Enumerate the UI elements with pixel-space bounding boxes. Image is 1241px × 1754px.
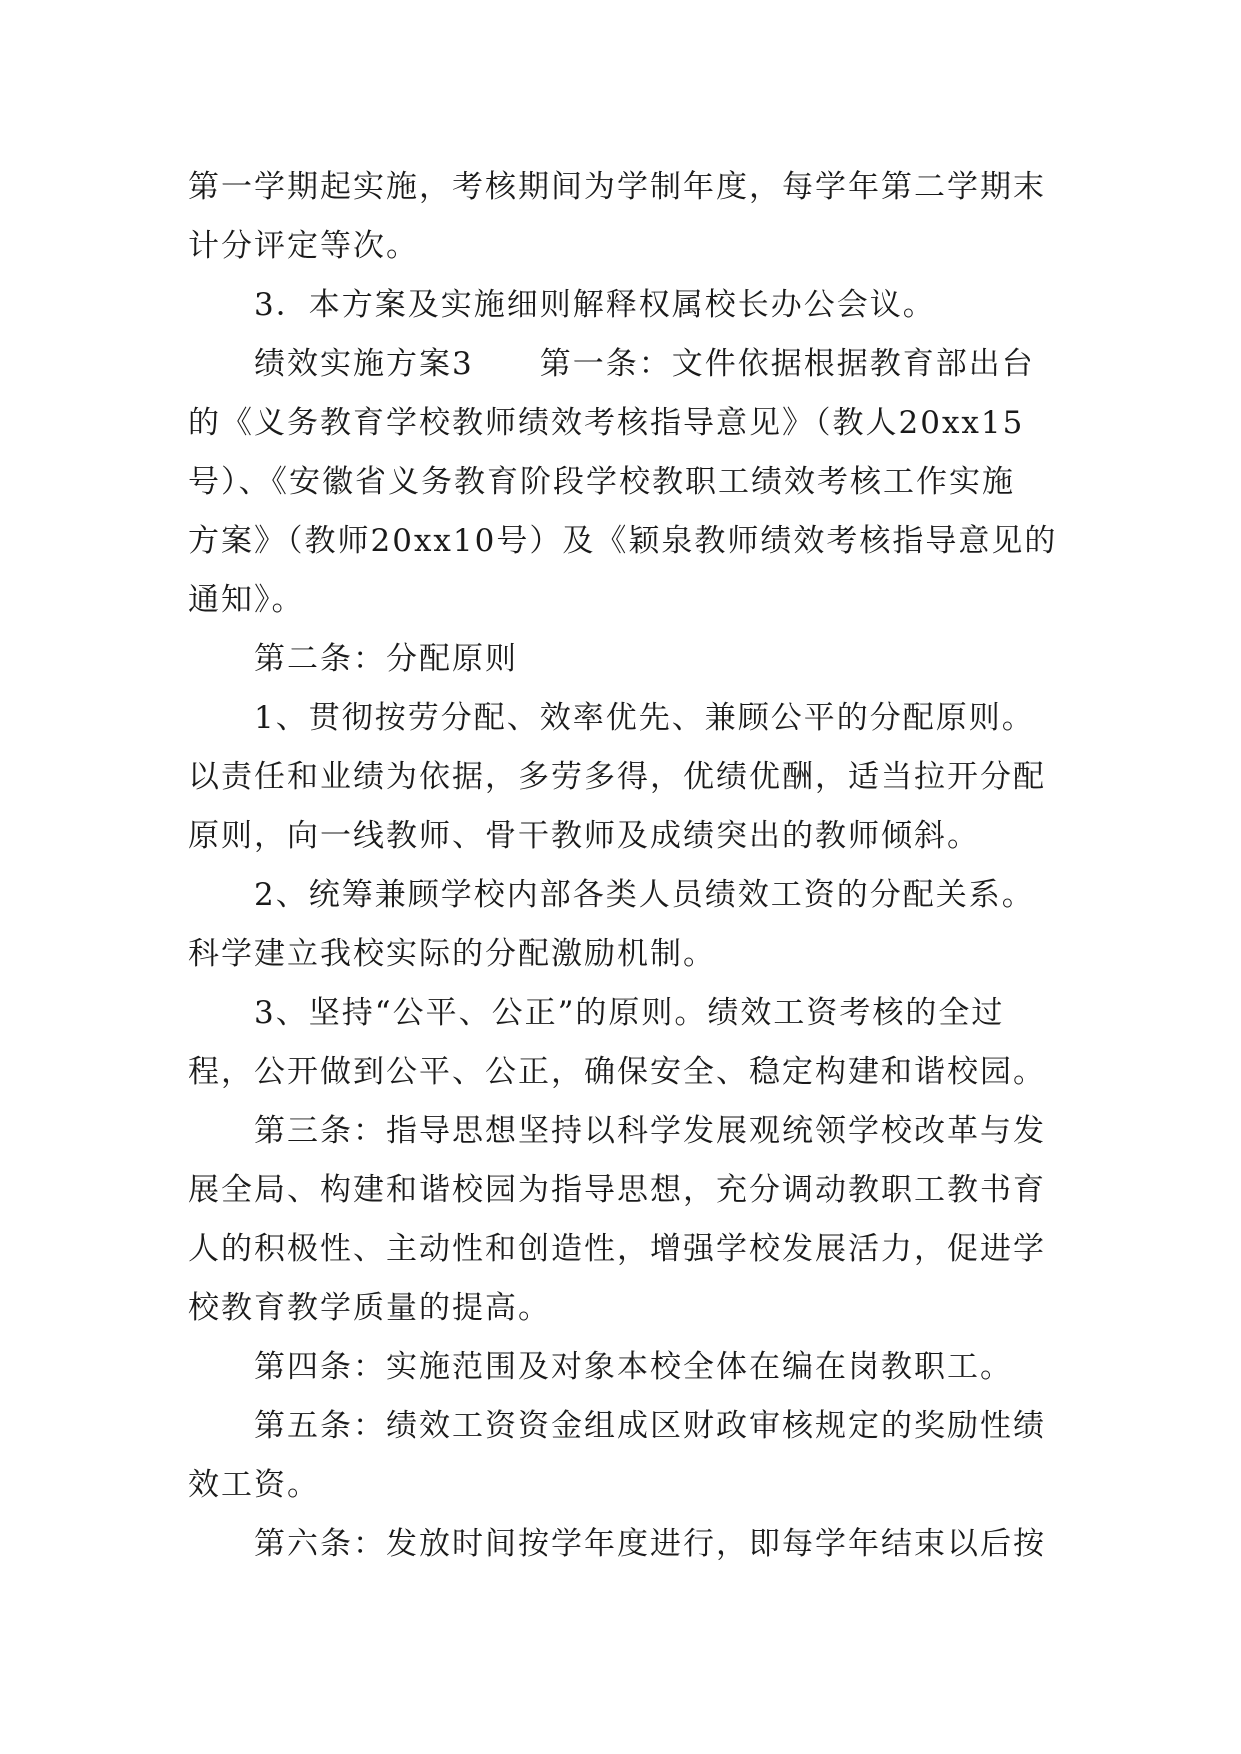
text-line: 2、统筹兼顾学校内部各类人员绩效工资的分配关系。 bbox=[254, 877, 1035, 913]
text-line: 计分评定等次。 bbox=[188, 228, 419, 264]
text-line: 科学建立我校实际的分配激励机制。 bbox=[188, 936, 716, 972]
text-line: 第四条：实施范围及对象本校全体在编在岗教职工。 bbox=[254, 1349, 1013, 1385]
text-line: 的《义务教育学校教师绩效考核指导意见》（教人20xx15 bbox=[188, 405, 1025, 441]
text-line: 程，公开做到公平、公正，确保安全、稳定构建和谐校园。 bbox=[188, 1054, 1046, 1090]
text-line: 第二条：分配原则 bbox=[254, 641, 518, 677]
text-line: 号）、《安徽省义务教育阶段学校教职工绩效考核工作实施 bbox=[188, 464, 1015, 500]
text-line: 效工资。 bbox=[188, 1467, 320, 1503]
text-line: 3、坚持“公平、公正”的原则。绩效工资考核的全过 bbox=[254, 995, 1005, 1031]
text-line: 以责任和业绩为依据，多劳多得，优绩优酬，适当拉开分配 bbox=[188, 759, 1046, 795]
text-line: 第六条：发放时间按学年度进行，即每学年结束以后按 bbox=[254, 1526, 1046, 1562]
text-line: 原则，向一线教师、骨干教师及成绩突出的教师倾斜。 bbox=[188, 818, 980, 854]
text-line: 通知》。 bbox=[188, 582, 305, 618]
text-line: 人的积极性、主动性和创造性，增强学校发展活力，促进学 bbox=[188, 1231, 1046, 1267]
text-line: 第三条：指导思想坚持以科学发展观统领学校改革与发 bbox=[254, 1113, 1046, 1149]
text-line: 3．本方案及实施细则解释权属校长办公会议。 bbox=[254, 287, 936, 323]
text-line: 第一学期起实施，考核期间为学制年度，每学年第二学期末 bbox=[188, 169, 1046, 205]
text-line: 方案》（教师20xx10号）及《颖泉教师绩效考核指导意见的 bbox=[188, 523, 1058, 559]
text-line: 绩效实施方案3 第一条：文件依据根据教育部出台 bbox=[254, 346, 1035, 382]
text-line: 1、贯彻按劳分配、效率优先、兼顾公平的分配原则。 bbox=[254, 700, 1035, 736]
text-line: 展全局、构建和谐校园为指导思想，充分调动教职工教书育 bbox=[188, 1172, 1046, 1208]
text-line: 第五条：绩效工资资金组成区财政审核规定的奖励性绩 bbox=[254, 1408, 1046, 1444]
text-line: 校教育教学质量的提高。 bbox=[188, 1290, 551, 1326]
document-body bbox=[188, 158, 1058, 1574]
